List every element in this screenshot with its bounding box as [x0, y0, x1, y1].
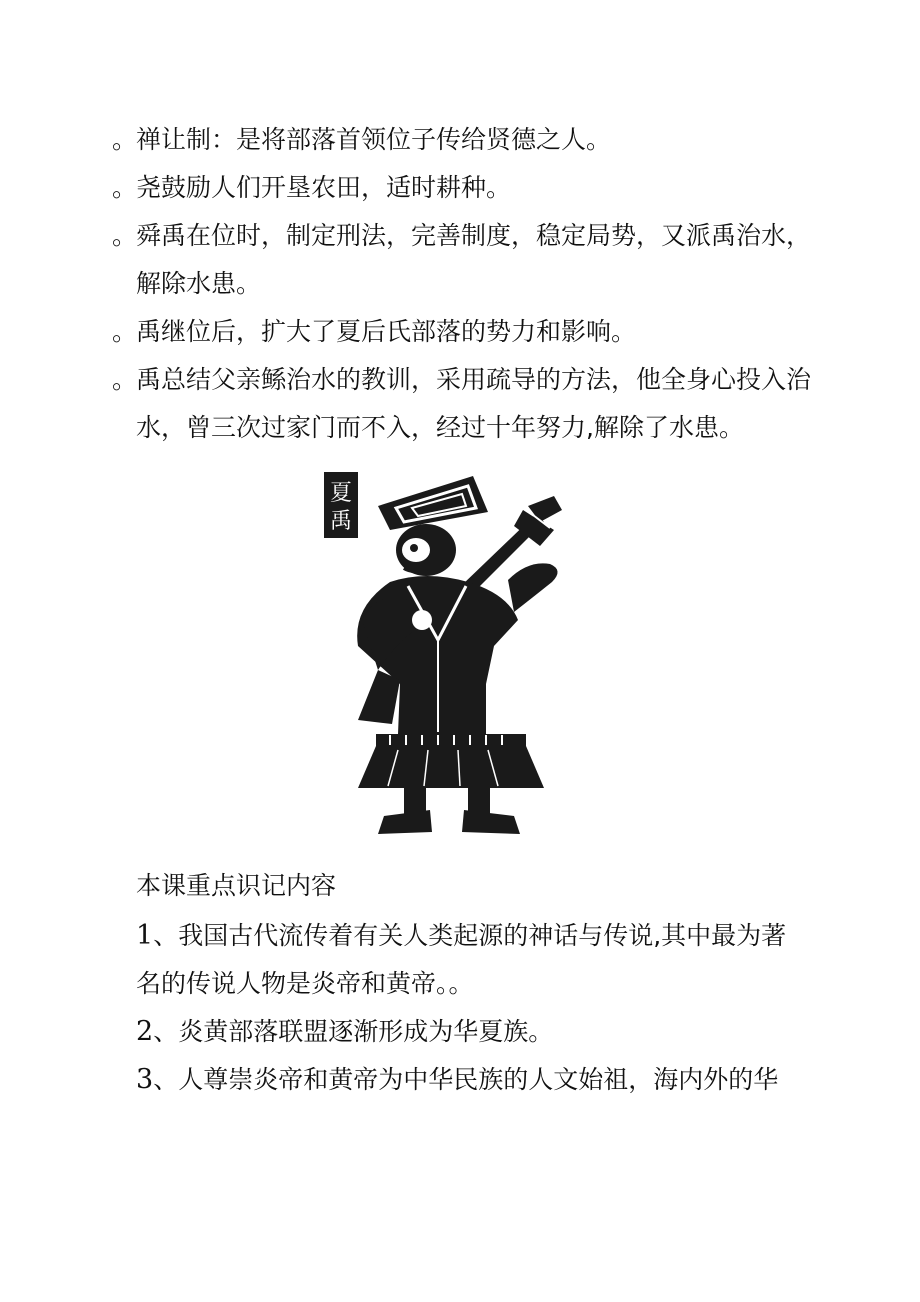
- item-text: 人尊崇炎帝和黄帝为中华民族的人文始祖，海内外的华: [178, 1065, 779, 1094]
- bullet-marker: 。: [112, 317, 138, 346]
- skirt: [358, 734, 544, 788]
- bullet-text: 尧鼓励人们开垦农田，适时耕种。: [136, 173, 512, 202]
- bullet-text: 禹总结父亲鲧治水的教训，采用疏导的方法，他全身心投入治水，曾三次过家门而不入，经过十年努力,解除了水患。: [136, 365, 812, 442]
- item-separator: 、: [153, 1065, 179, 1094]
- bullet-text: 禅让制：是将部落首领位子传给贤德之人。: [136, 125, 612, 154]
- yu-the-great-figure: [318, 470, 578, 840]
- item-separator: 、: [153, 1017, 179, 1046]
- bullet-list: [112, 116, 812, 452]
- head: [396, 524, 456, 576]
- seal-char-2: 禹: [329, 509, 353, 534]
- section-heading: 本课重点识记内容: [136, 871, 337, 900]
- item-number: 3: [136, 1064, 154, 1095]
- list-item: [136, 912, 796, 1008]
- legs: [378, 788, 520, 834]
- key-points-list: [136, 912, 796, 1104]
- list-item: [112, 164, 812, 212]
- bullet-marker: 。: [112, 365, 138, 394]
- list-item: [112, 212, 812, 308]
- bullet-marker: 。: [112, 125, 138, 154]
- bullet-text: 禹继位后，扩大了夏后氏部落的势力和影响。: [136, 317, 637, 346]
- bullet-marker: 。: [112, 221, 138, 250]
- list-item: [112, 308, 812, 356]
- item-text: 炎黄部落联盟逐渐形成为华夏族。: [178, 1017, 554, 1046]
- robe: [357, 576, 518, 734]
- list-item: [112, 116, 812, 164]
- list-item: [136, 1056, 796, 1104]
- raised-hand: [508, 563, 558, 612]
- seal-char-1: 夏: [329, 481, 353, 506]
- list-item: [136, 1008, 796, 1056]
- seal-stamp: [324, 472, 358, 538]
- bullet-text: 舜禹在位时，制定刑法，完善制度，稳定局势，又派禹治水，解除水患。: [136, 221, 812, 298]
- item-number: 1: [136, 920, 154, 951]
- item-text: 我国古代流传着有关人类起源的神话与传说,其中最为著名的传说人物是炎帝和黄帝。。: [136, 921, 787, 998]
- list-item: [112, 356, 812, 452]
- item-separator: 、: [153, 921, 179, 950]
- item-number: 2: [136, 1016, 154, 1047]
- hat: [378, 476, 488, 530]
- bullet-marker: 。: [112, 173, 138, 202]
